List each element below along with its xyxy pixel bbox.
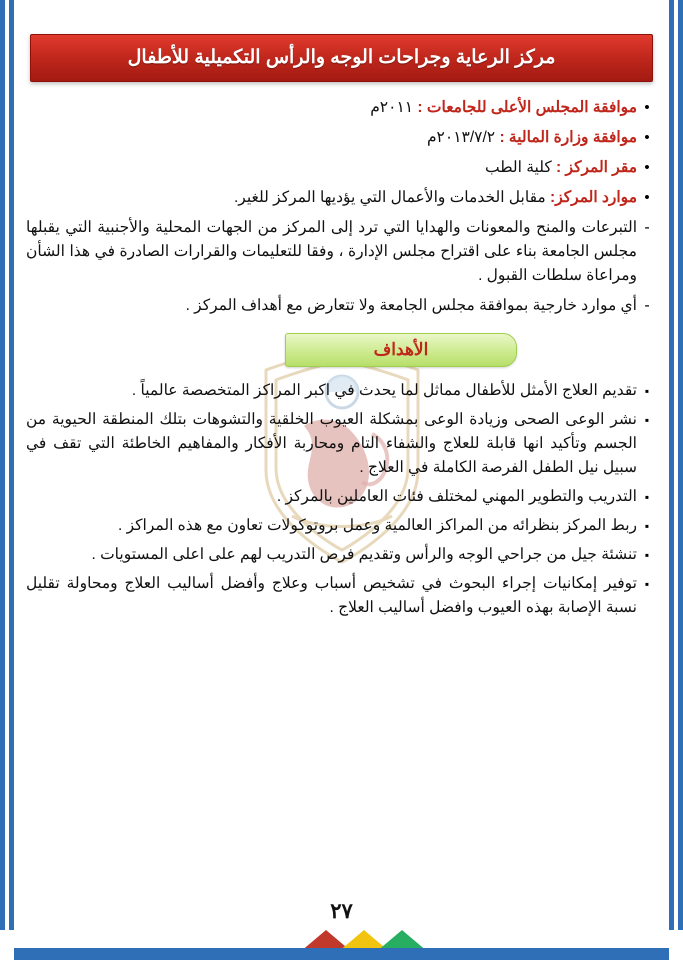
left-rail-gap — [14, 0, 17, 960]
square-bullet-icon: ▪ — [644, 489, 650, 504]
info-item-value: ٢٠١٣/٧/٢م — [426, 129, 500, 147]
bullet-icon: • — [644, 159, 650, 177]
goals-badge — [285, 333, 517, 367]
bottom-decoration — [0, 930, 683, 960]
list-item — [26, 126, 657, 150]
bullet-icon: • — [644, 129, 650, 147]
goal-text: نشر الوعى الصحى وزيادة الوعى بمشكلة العيوب الخلقية والتشوهات بتلك المنطقة الحيوية من الجسم وتأكيد انها قابلة للعلاج والشفاء التام ومحاربة الأفكار والمفاهيم الخاطئة التي تقف في سبيل نيل الطفل الفرصة الكاملة في العلاج . — [26, 410, 637, 476]
dash-bullet-icon: - — [644, 219, 650, 237]
list-item — [26, 514, 657, 538]
title-banner-bg — [30, 34, 653, 82]
goal-text: تنشئة جيل من جراحي الوجه والرأس وتقديم فرص التدريب لهم على اعلى المستويات . — [91, 546, 637, 563]
info-item-text — [26, 156, 637, 180]
resource-subitem-text: أي موارد خارجية بموافقة مجلس الجامعة ولا تتعارض مع أهداف المركز . — [185, 297, 637, 315]
left-decorative-rail — [0, 0, 14, 960]
title-banner — [30, 34, 653, 82]
right-decorative-rail — [669, 0, 683, 960]
bullet-icon: • — [644, 99, 650, 116]
info-item-label: مقر المركز : — [556, 159, 637, 177]
info-item-label: موافقة المجلس الأعلى للجامعات : — [417, 99, 637, 116]
list-item — [26, 216, 657, 288]
list-item — [26, 156, 657, 180]
resource-subitem-text: التبرعات والمنح والمعونات والهدايا التي ترد إلى المركز من الجهات المحلية والأجنبية التي يقبلها مجلس الجامعة بناء على اقتراح مجلس الإدارة ، وفقا للتعليمات والقرارات الصادرة في هذا الشأن ومراعاة سلطات القبول . — [26, 219, 637, 285]
page-title: مركز الرعاية وجراحات الوجه والرأس التكميلية للأطفال — [127, 46, 556, 68]
square-bullet-icon: ▪ — [644, 548, 650, 562]
square-bullet-icon: ▪ — [644, 518, 650, 533]
bottom-blue-bar — [14, 948, 669, 960]
square-bullet-icon: ▪ — [644, 577, 650, 592]
list-item — [26, 408, 657, 480]
info-item-value: كلية الطب — [484, 159, 557, 177]
list-item — [26, 186, 657, 210]
goal-text: توفير إمكانيات إجراء البحوث في تشخيص أسباب وعلاج وأفضل أساليب العلاج ومحاولة تقليل نسبة الإصابة بهذه العيوب وافضل أساليب العلاج . — [26, 575, 637, 617]
goal-text: تقديم العلاج الأمثل للأطفال مماثل لما يحدث في اكبر المراكز المتخصصة عالمياً . — [131, 381, 637, 399]
square-bullet-icon: ▪ — [644, 412, 650, 427]
square-bullet-icon: ▪ — [644, 383, 650, 398]
info-item-value: مقابل الخدمات والأعمال التي يؤديها المركز للغير. — [233, 189, 551, 207]
info-item-text — [26, 186, 637, 210]
list-item — [26, 96, 657, 120]
info-item-text — [26, 126, 637, 150]
goals-heading: الأهداف — [373, 339, 429, 359]
info-item-label: موارد المركز: — [550, 189, 637, 207]
goal-text: ربط المركز بنظرائه من المراكز العالمية وعمل بروتوكولات تعاون مع هذه المراكز . — [117, 516, 637, 534]
dash-bullet-icon: - — [644, 297, 650, 315]
info-item-value: ٢٠١١م — [370, 99, 418, 116]
list-item — [26, 294, 657, 319]
right-rail-gap — [666, 0, 669, 960]
document-content — [26, 96, 657, 920]
info-item-label: موافقة وزارة المالية : — [499, 129, 637, 147]
list-item — [26, 379, 657, 403]
goals-heading-wrap — [26, 333, 657, 367]
info-item-text — [26, 96, 637, 120]
goal-text: التدريب والتطوير المهني لمختلف فئات العاملين بالمركز . — [276, 487, 637, 505]
list-item — [26, 572, 657, 620]
info-list — [26, 96, 657, 210]
goals-list — [26, 379, 657, 620]
bullet-icon: • — [644, 189, 650, 207]
resource-subitem-list — [26, 216, 657, 319]
list-item — [26, 543, 657, 567]
page-number: ٢٧ — [330, 900, 353, 923]
list-item — [26, 485, 657, 509]
